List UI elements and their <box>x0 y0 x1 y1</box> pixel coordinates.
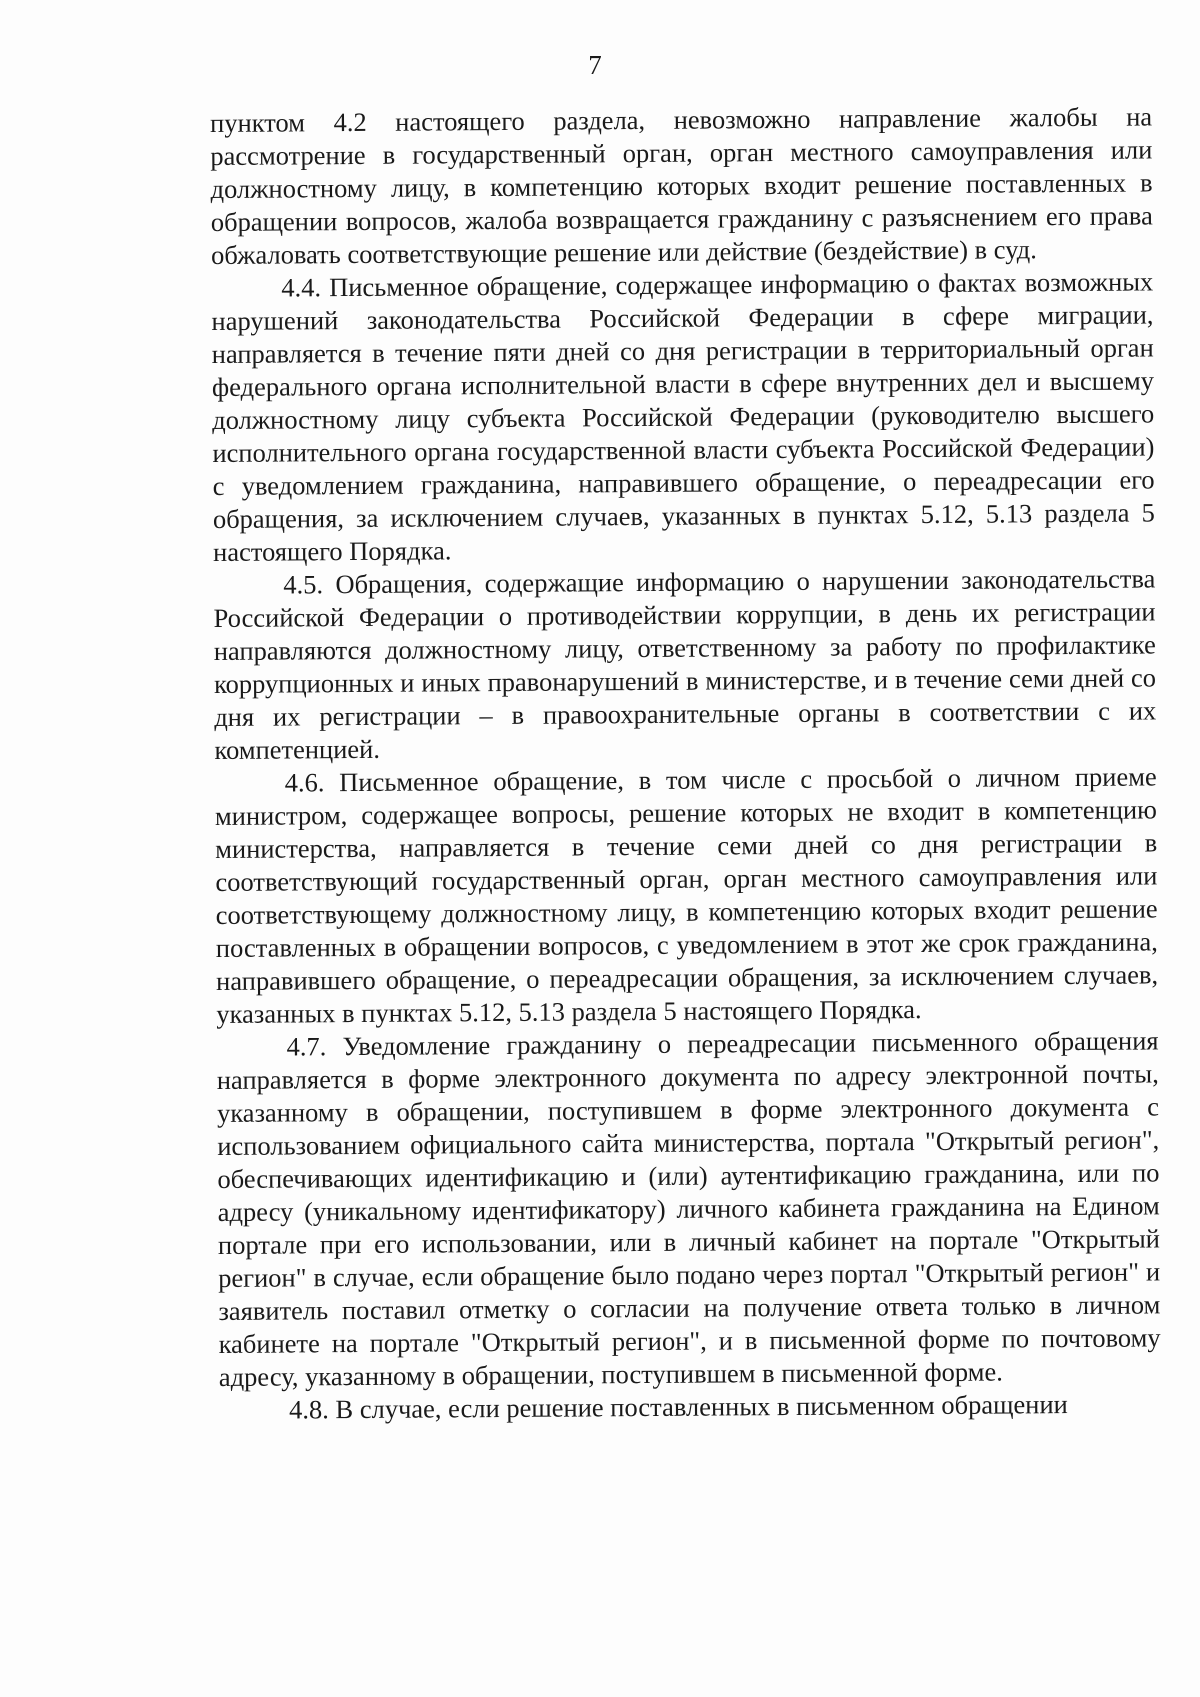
paragraph-continuation: пунктом 4.2 настоящего раздела, невозможно направление жалобы на рассмотрение в государственный орган, орган местного самоуправления или должностному лицу, в компетенцию которых входит решение поставленных в обращении вопросов, жалоба возвращается гражданину с разъяснением его права обжаловать соответствующие решение или действие (бездействие) в суд. <box>210 101 1153 270</box>
paragraph-4-5: 4.5. Обращения, содержащие информацию о нарушении законодательства Российской Федерации о противодействии коррупции, в день их регистрации направляются должностному лицу, ответственному за работу по профилактике коррупционных и иных правонарушений в министерстве, и в течение семи дней со дня их регистрации – в правоохранительные органы в соответствии с их компетенцией. <box>213 563 1157 765</box>
page-number: 7 <box>588 50 602 80</box>
document-body <box>210 100 1161 1427</box>
paragraph-4-8: 4.8. В случае, если решение поставленных в письменном обращении <box>288 1389 1068 1425</box>
paragraph-4-7: 4.7. Уведомление гражданину о переадресации письменного обращения направляется в форме электронного документа по адресу электронной почты, указанному в обращении, поступившем в форме электронного документа с использованием официального сайта министерства, портала "Открытый регион", обеспечивающих идентификацию и (или) аутентификацию гражданина, или по адресу (уникальному идентификатору) личного кабинета гражданина на Едином портале при его использовании, или в личный кабинет на портале "Открытый регион" в случае, если обращение было подано через портал "Открытый регион" и заявитель поставил отметку о согласии на получение ответа только в личном кабинете на портале "Открытый регион", и в письменной форме по почтовому адресу, указанному в обращении, поступившем в письменной форме. <box>216 1025 1161 1392</box>
paragraph-4-6: 4.6. Письменное обращение, в том числе с просьбой о личном приеме министром, содержащее вопросы, решение которых не входит в компетенцию министерства, направляется в течение семи дней со дня регистрации в соответствующий государственный орган, орган местного самоуправления или соответствующему должностному лицу, в компетенцию которых входит решение поставленных в обращении вопросов, с уведомлением в этот же срок гражданина, направившего обращение, о переадресации обращения, за исключением случаев, указанных в пунктах 5.12, 5.13 раздела 5 настоящего Порядка. <box>214 761 1159 1029</box>
paragraph-4-4: 4.4. Письменное обращение, содержащее информацию о фактах возможных нарушений законодательства Российской Федерации в сфере миграции, направляется в течение пяти дней со дня регистрации в территориальный орган федерального органа исполнительной власти в сфере внутренних дел и высшему должностному лицу субъекта Российской Федерации (руководителю высшего исполнительного органа государственной власти субъекта Российской Федерации) с уведомлением гражданина, направившего обращение, о переадресации его обращения, за исключением случаев, указанных в пунктах 5.12, 5.13 раздела 5 настоящего Порядка. <box>211 266 1155 567</box>
